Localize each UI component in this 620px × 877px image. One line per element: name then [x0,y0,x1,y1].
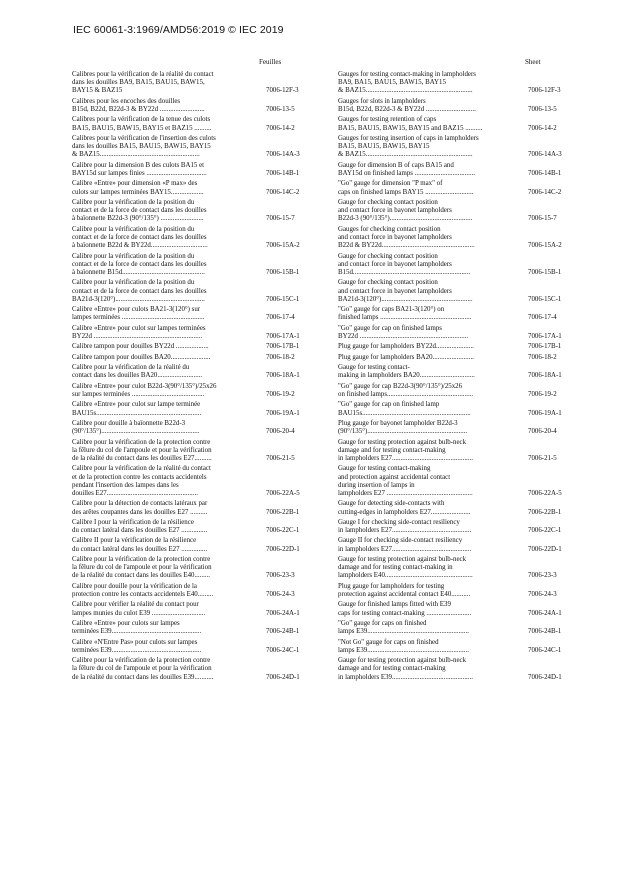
en-sheet-number: 7006-24A-1 [528,609,562,617]
en-entry [338,71,585,96]
en-sheet-number: 7006-15-7 [528,215,557,223]
en-entry-title: Gauges for testing insertion of caps in lampholders BA15, BAU15, BAW15, BAY15 & BAZ15.............................................................. [338,134,479,159]
right-column-heading: Sheet [525,58,541,66]
fr-sheet-number: 7006-14C-2 [266,188,300,196]
fr-entry-title: Calibre pour la vérification de la position du contact et de la force de contact dans les douilles à baïonnette B15d................................................ [72,252,207,276]
fr-entry-title: Calibre pour la vérification de la réalité du contact et de la protection contre les contacts accidentels pendant l'insertion des lampes dans les douilles E27..................................................... [72,465,211,497]
en-entry [338,556,585,581]
fr-entry [72,620,319,636]
en-sheet-number: 7006-24D-1 [528,673,562,681]
fr-entry [72,383,319,399]
en-entry [338,98,585,114]
en-entry-title: Plug gauge for bayonet lampholder B22d-3 (90°/135°).......................................................... [338,419,468,436]
en-sheet-number: 7006-22D-1 [528,545,562,553]
en-entry [338,364,585,380]
en-entry-title: Gauge for testing protection against bulb-neck damage and for testing contact-making in lampholders E39............................................... [338,657,473,681]
en-entry-title: Gauge I for checking side-contact resiliency in lampholders E27.............................................. [338,518,472,535]
en-entry-title: Gauge for checking contact position and contact force in bayonet lampholders B15d.................................................................... [338,252,471,276]
page-header: IEC 60061-3:1969/AMD56:2019 © IEC 2019 [73,24,284,36]
fr-entry-title: Calibres pour la vérification de l'insertion des culots dans les douilles BA15, BAU15, BAW15, BAY15 & BAZ15.......................................................... [72,134,216,159]
en-entry-title: "Go" gauge for dimension "P max" of caps on finished lamps BAY15 ............................ [338,180,474,196]
fr-entry-title: Calibre pour la vérification de la position du contact et de la force de contact dans les douilles à baïonnette B22d & BY22d................................. [72,225,208,250]
fr-entry [72,180,319,196]
fr-entry-title: Calibre pour la vérification de la protection contre la fêlure du col de l'ampoule et pour la vérification de la réalité du contact dans les douilles E27.......... [72,438,212,462]
fr-sheet-number: 7006-14B-1 [266,169,300,177]
fr-entry-title: Calibre «Entre» pour culot sur lampe terminée BAU15s............................................................. [72,401,202,417]
fr-entry-title: Calibre «Entre» pour culot B22d-3(90°/135°)/25x26 sur lampes terminées .......................................... [72,382,217,398]
en-sheet-number: 7006-24C-1 [528,646,562,654]
fr-entry [72,519,319,535]
en-sheet-number: 7006-22C-1 [528,527,562,535]
en-entry-title: Gauge for testing protection against bulb-neck damage and for testing contact-making in lampholders E40................................................... [338,556,473,580]
en-sheet-number: 7006-22B-1 [528,508,562,516]
fr-entry-title: Calibre pour la dimension B des culots BA15 et BAY15d sur lampes finies ................................... [72,161,207,177]
en-entry [338,306,585,322]
en-entry-title: "Go" gauge for caps BA21-3(120°) on finished lamps ..................................................... [338,306,472,322]
en-entry [338,343,585,351]
fr-entry [72,279,319,304]
fr-entry-title: Calibre «Entre» pour culots BA21-3(120°) sur lampes terminées ................................................ [72,306,205,322]
en-sheet-number: 7006-17A-1 [528,332,562,340]
en-entry-title: Gauge for checking contact position and contact force in bayonet lampholders BA21d-3(120°)..................................................... [338,279,473,303]
en-entry-title: Plug gauge for lampholders BY22d...................... [338,343,474,351]
fr-sheet-number: 7006-17-4 [266,314,295,322]
fr-sheet-number: 7006-22C-1 [266,527,300,535]
en-entry-title: Plug gauge for lampholders BA20........................ [338,353,474,361]
en-sheet-number: 7006-14C-2 [528,188,562,196]
fr-entry-title: Calibre pour la vérification de la position du contact et de la force de contact dans les douilles à baïonnette B22d-3 (90°/135°) ......................... [72,198,207,223]
en-sheet-number: 7006-19-2 [528,390,557,398]
fr-entry [72,253,319,278]
en-sheet-number: 7006-20-4 [528,428,557,436]
en-entry-title: "Not Go" gauge for caps on finished lamps E39........................................................... [338,638,469,654]
en-sheet-number: 7006-19A-1 [528,409,562,417]
en-entry [338,325,585,341]
fr-sheet-number: 7006-20-4 [266,428,295,436]
en-entry-title: Gauges for checking contact position and contact force in bayonet lampholders B22d & BY22d...................................................... [338,225,475,250]
fr-sheet-number: 7006-15-7 [266,215,295,223]
en-entry [338,116,585,132]
en-sheet-number: 7006-14-2 [528,124,557,132]
fr-entry-title: Calibre pour la vérification de la protection contre la fêlure du col de l'ampoule et pour la vérification de la réalité du contact dans les douilles E39........... [72,657,214,681]
fr-entry [72,306,319,322]
fr-entry [72,556,319,581]
fr-sheet-number: 7006-19-2 [266,390,295,398]
fr-sheet-number: 7006-15C-1 [266,295,300,303]
fr-sheet-number: 7006-24-3 [266,591,295,599]
en-entry [338,439,585,464]
en-entry [338,537,585,553]
fr-sheet-number: 7006-18-2 [266,353,295,361]
fr-entry [72,354,319,362]
fr-sheet-number: 7006-12F-3 [266,87,299,95]
fr-entry-title: Calibre «Entre» pour culots sur lampes terminées E39.................................................... [72,620,202,636]
fr-sheet-number: 7006-24A-1 [266,609,300,617]
fr-entry-title: Calibre «Entre» pour culot sur lampes terminées BY22d ............................................................... [72,324,206,340]
en-entry-title: Gauges for testing retention of caps BA15, BAU15, BAW15, BAY15 and BAZ15 .......... [338,116,483,132]
fr-entry-title: Calibre pour la vérification de la position du contact et de la force de contact dans les douilles BA21d-3(120°).................................................... [72,279,207,303]
en-entry-title: Gauges for testing contact-making in lampholders BA9, BA15, BAU15, BAW15, BAY15 & BAZ15.............................................................. [338,71,476,95]
fr-entry [72,364,319,380]
fr-entry-title: Calibre II pour la vérification de la résilience du contact latéral dans les douilles E27 ............... [72,537,208,553]
fr-entry [72,71,319,96]
en-sheet-number: 7006-14A-3 [528,151,562,159]
en-entry-title: Gauge for testing contact-making and protection against accidental contact during insertion of lamps in lampholders E27 .................................................. [338,465,473,497]
fr-entry-title: Calibre pour la vérification de la réalité du contact dans les douilles BA20.......................... [72,364,203,380]
fr-sheet-number: 7006-15B-1 [266,268,300,276]
en-entry [338,500,585,516]
en-sheet-number: 7006-12F-3 [528,87,561,95]
left-column-heading: Feuilles [259,58,282,66]
en-sheet-number: 7006-14B-1 [528,169,562,177]
en-entry [338,639,585,655]
en-entry-title: Gauge for testing contact- making in lampholders BA20................................ [338,364,475,380]
fr-entry-title: Calibres pour la vérification de la réalité du contact dans les douilles BA9, BA15, BAU15, BAW15, BAY15 & BAZ15 [72,71,214,95]
fr-entry [72,537,319,553]
fr-sheet-number: 7006-14A-3 [266,151,300,159]
en-entry [338,401,585,417]
fr-entry-title: Calibre tampon pour douilles BA20....................... [72,353,211,361]
fr-entry-title: Calibres pour la vérification de la tenue des culots BA15, BAU15, BAW15, BAY15 et BAZ15 .......... [72,116,212,132]
fr-entry [72,500,319,516]
en-entry-title: Gauge for detecting side-contacts with cutting-edges in lampholders E27....................... [338,500,471,516]
fr-entry [72,657,319,682]
fr-sheet-number: 7006-17A-1 [266,332,300,340]
fr-entry [72,162,319,178]
fr-sheet-number: 7006-14-2 [266,124,295,132]
en-sheet-number: 7006-15B-1 [528,268,562,276]
en-sheet-number: 7006-21-5 [528,454,557,462]
en-entry [338,620,585,636]
fr-sheet-number: 7006-15A-2 [266,242,300,250]
en-sheet-number: 7006-17-4 [528,314,557,322]
en-sheet-number: 7006-18-2 [528,353,557,361]
fr-entry-title: Calibre pour vérifier la réalité du contact pour lampes munies du culot E39 ............................... [72,601,206,617]
fr-sheet-number: 7006-22B-1 [266,508,300,516]
fr-entry [72,343,319,351]
french-contents-list [72,71,319,684]
en-entry [338,253,585,278]
fr-entry-title: Calibre pour la détection de contacts latéraux par des arêtes coupantes dans les douilles E27 .......... [72,500,208,516]
en-entry [338,657,585,682]
fr-entry [72,116,319,132]
en-sheet-number: 7006-22A-5 [528,489,562,497]
fr-entry-title: Calibre tampon pour douilles BY22d ................... [72,343,209,351]
en-sheet-number: 7006-24-3 [528,591,557,599]
en-sheet-number: 7006-18A-1 [528,372,562,380]
fr-entry-title: Calibre «Entre» pour dimension «P max» des culots sur lampes terminées BAY15................... [72,180,204,196]
fr-entry-title: Calibre pour douille pour la vérification de la protection contre les contacts accidentels E40......... [72,582,214,599]
fr-sheet-number: 7006-21-5 [266,454,295,462]
fr-sheet-number: 7006-24C-1 [266,646,300,654]
en-entry-title: Gauge for checking contact position and contact force in bayonet lampholders B22d-3 (90°/135°)................................................ [338,198,473,223]
en-sheet-number: 7006-23-3 [528,572,557,580]
en-entry [338,583,585,599]
en-sheet-number: 7006-15A-2 [528,242,562,250]
en-sheet-number: 7006-24B-1 [528,628,562,636]
en-entry-title: Gauge for dimension B of caps BA15 and BAY15d on finished lamps ................................... [338,161,475,177]
en-entry [338,135,585,160]
en-entry [338,199,585,224]
en-entry-title: "Go" gauge for cap on finished lamps BY22d ............................................................... [338,324,469,340]
en-entry-title: Gauge II for checking side-contact resiliency in lampholders E27.............................................. [338,537,472,553]
en-entry-title: Plug gauge for lampholders for testing protection against accidental contact E40........... [338,582,471,599]
en-entry [338,162,585,178]
en-sheet-number: 7006-13-5 [528,106,557,113]
fr-sheet-number: 7006-18A-1 [266,372,300,380]
en-entry [338,420,585,436]
fr-entry-title: Calibre «N'Entre Pas» pour culots sur lampes terminées E39.................................................... [72,638,202,654]
fr-sheet-number: 7006-19A-1 [266,409,300,417]
en-entry [338,519,585,535]
fr-sheet-number: 7006-24D-1 [266,673,300,681]
fr-entry [72,639,319,655]
fr-sheet-number: 7006-13-5 [266,106,295,113]
fr-sheet-number: 7006-22D-1 [266,545,300,553]
fr-sheet-number: 7006-17B-1 [266,343,300,351]
en-entry [338,279,585,304]
en-sheet-number: 7006-17B-1 [528,343,562,351]
en-entry-title: Gauge for finished lamps fitted with E39 caps for testing contact-making .......................... [338,601,472,617]
fr-entry-title: Calibre pour douille à baïonnette B22d-3 (90°/135°)......................................................... [72,419,200,436]
fr-entry-title: Calibre pour la vérification de la protection contre la fêlure du col de l'ampoule et pour la vérification de la réalité du contact dans les douilles E40......... [72,556,212,580]
en-entry [338,465,585,498]
english-contents-list [338,71,585,684]
fr-entry [72,465,319,498]
fr-entry [72,583,319,599]
en-entry-title: "Go" gauge for cap B22d-3(90°/135°)/25x26 on finished lamps.................................................. [338,382,474,398]
fr-entry [72,401,319,417]
fr-entry [72,601,319,617]
en-entry [338,601,585,617]
fr-entry [72,226,319,251]
en-entry [338,226,585,251]
en-entry [338,354,585,362]
fr-sheet-number: 7006-23-3 [266,572,295,580]
fr-entry-title: Calibres pour les encoches des douilles B15d, B22d, B22d-3 & BY22d .......................... [72,97,205,113]
fr-entry [72,98,319,114]
en-entry [338,383,585,399]
fr-entry [72,325,319,341]
fr-entry [72,135,319,160]
en-entry-title: "Go" gauge for caps on finished lamps E39........................................................... [338,620,469,636]
en-entry-title: Gauge for testing protection against bulb-neck damage and for testing contact-making in lampholders E27............................................... [338,438,473,462]
en-sheet-number: 7006-15C-1 [528,295,562,303]
en-entry [338,180,585,196]
fr-entry [72,439,319,464]
fr-entry [72,420,319,436]
fr-entry [72,199,319,224]
fr-sheet-number: 7006-22A-5 [266,489,300,497]
en-entry-title: "Go" gauge for cap on finished lamp BAU15s............................................................... [338,401,471,417]
en-entry-title: Gauges for slots in lampholders B15d, B22d, B22d-3 & BY22d ............................. [338,97,476,113]
fr-sheet-number: 7006-24B-1 [266,628,300,636]
fr-entry-title: Calibre I pour la vérification de la résilience du contact latéral dans les douilles E27 ............... [72,518,208,535]
